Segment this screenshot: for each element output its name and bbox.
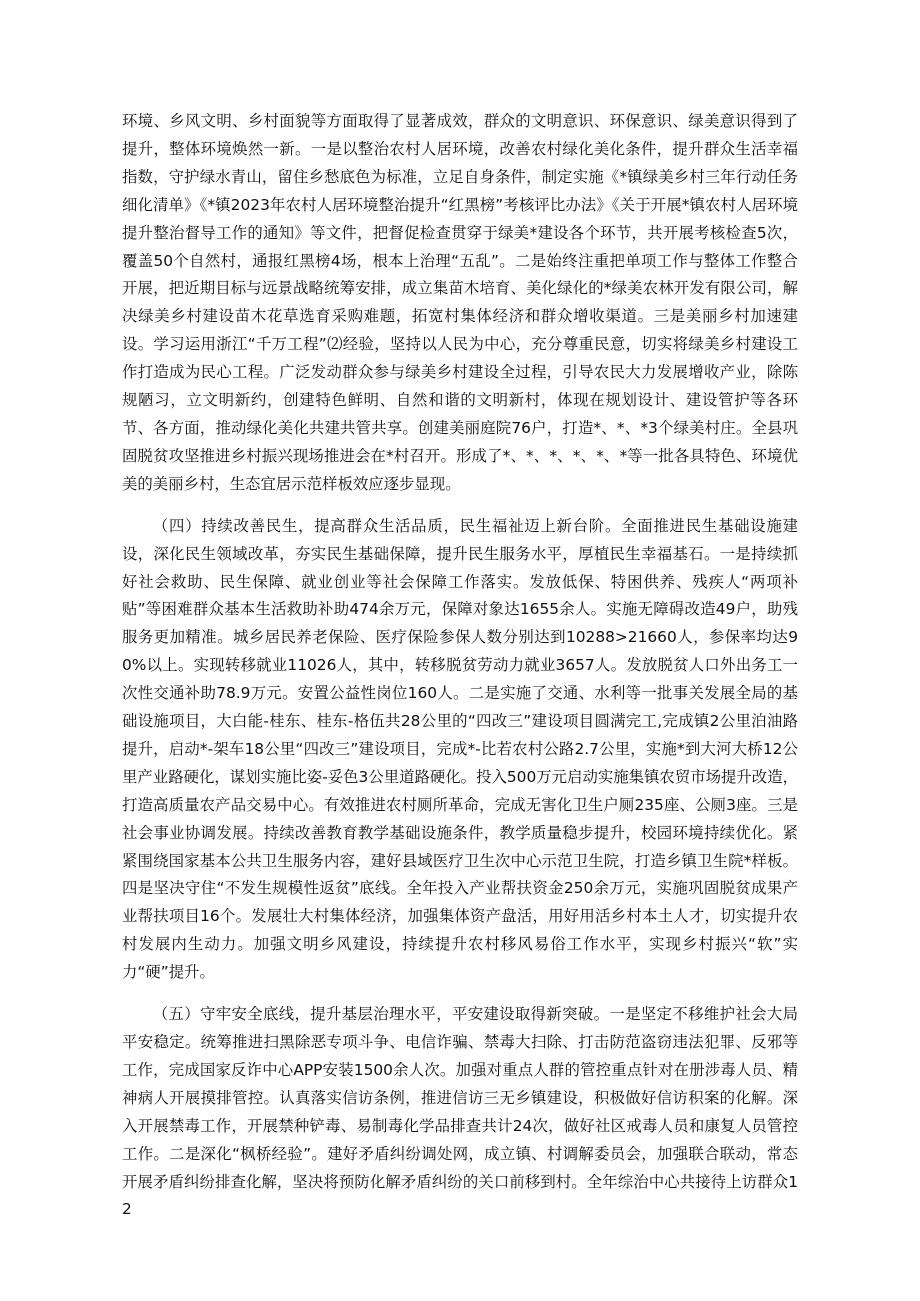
document-page [122, 108, 798, 1224]
paragraph-section-5: （五）守牢安全底线，提升基层治理水平，平安建设取得新突破。一是坚定不移维护社会大局平安稳定。统筹推进扫黑除恶专项斗争、电信诈骗、禁毒大扫除、打击防范盗窃违法犯罪、反邪等工作，完成国家反诈中心APP安装1500余人次。加强对重点人群的管控重点针对在册涉毒人员、精神病人开展摸排管控。认真落实信访条例，推进信访三无乡镇建设，积极做好信访积案的化解。深入开展禁毒工作，开展禁种铲毒、易制毒化学品排查共计24次，做好社区戒毒人员和康复人员管控工作。二是深化“枫桥经验”。建好矛盾纠纷调处网，成立镇、村调解委员会，加强联合联动，常态开展矛盾纠纷排查化解，坚决将预防化解矛盾纠纷的关口前移到村。全年综治中心共接待上访群众12 [122, 1005, 798, 1219]
paragraph-continuation: 环境、乡风文明、乡村面貌等方面取得了显著成效，群众的文明意识、环保意识、绿美意识得到了提升，整体环境焕然一新。一是以整治农村人居环境，改善农村绿化美化条件，提升群众生活幸福指数，守护绿水青山，留住乡愁底色为标准，立足自身条件，制定实施《*镇绿美乡村三年行动任务细化清单》《*镇2023年农村人居环境整治提升“红黑榜”考核评比办法》《关于开展*镇农村人居环境提升整治督导工作的通知》等文件，把督促检查贯穿于绿美*建设各个环节，共开展考核检查5次，覆盖50个自然村，通报红黑榜4场，根本上治理“五乱”。二是始终注重把单项工作与整体工作整合开展，把近期目标与远景战略统筹安排，成立集苗木培育、美化绿化的*绿美农林开发有限公司，解决绿美乡村建设苗木花草选育采购难题，拓宽村集体经济和群众增收渠道。三是美丽乡村加速建设。学习运用浙江“千万工程”⑵经验，坚持以人民为中心，充分尊重民意，切实将绿美乡村建设工作打造成为民心工程。广泛发动群众参与绿美乡村建设全过程，引导农民大力发展增收产业，除陈规陋习，立文明新约，创建特色鲜明、自然和谐的文明新村，体现在规划设计、建设管护等各环节、各方面，推动绿化美化共建共管共享。创建美丽庭院76户，打造*、*、*3个绿美村庄。全县巩固脱贫攻坚推进乡村振兴现场推进会在*村召开。形成了*、*、*、*、*、*等一批各具特色、环境优美的美丽乡村，生态宜居示范样板效应逐步显现。 [122, 112, 798, 493]
paragraph-section-4: （四）持续改善民生，提高群众生活品质，民生福祉迈上新台阶。全面推进民生基础设施建设，深化民生领域改革，夯实民生基础保障，提升民生服务水平，厚植民生幸福基石。一是持续抓好社会救助、民生保障、就业创业等社会保障工作落实。发放低保、特困供养、残疾人“两项补贴”等困难群众基本生活救助补助474余万元，保障对象达1655余人。实施无障碍改造49户，助残服务更加精准。城乡居民养老保险、医疗保险参保人数分别达到10288>21660人，参保率均达90%以上。实现转移就业11026人，其中，转移脱贫劳动力就业3657人。发放脱贫人口外出务工一次性交通补助78.9万元。安置公益性岗位160人。二是实施了交通、水利等一批事关发展全局的基础设施项目，大白能-桂东、桂东-格伍共28公里的“四改三”建设项目圆满完工,完成镇2公里泊油路提升，启动*-架车18公里“四改三”建设项目，完成*-比若农村公路2.7公里，实施*到大河大桥12公里产业路硬化，谋划实施比姿-妥色3公里道路硬化。投入500万元启动实施集镇农贸市场提升改造，打造高质量农产品交易中心。有效推进农村厕所革命，完成无害化卫生户厕235座、公厕3座。三是社会事业协调发展。持续改善教育教学基础设施条件，教学质量稳步提升，校园环境持续优化。紧紧围绕国家基本公共卫生服务内容，建好县域医疗卫生次中心示范卫生院，打造乡镇卫生院*样板。四是坚决守住“不发生规模性返贫”底线。全年投入产业帮扶资金250余万元，实施巩固脱贫成果产业帮扶项目16个。发展壮大村集体经济，加强集体资产盘活，用好用活乡村本土人才，切实提升农村发展内生动力。加强文明乡风建设，持续提升农村移风易俗工作水平，实现乡村振兴“软”实力“硬”提升。 [122, 516, 798, 982]
